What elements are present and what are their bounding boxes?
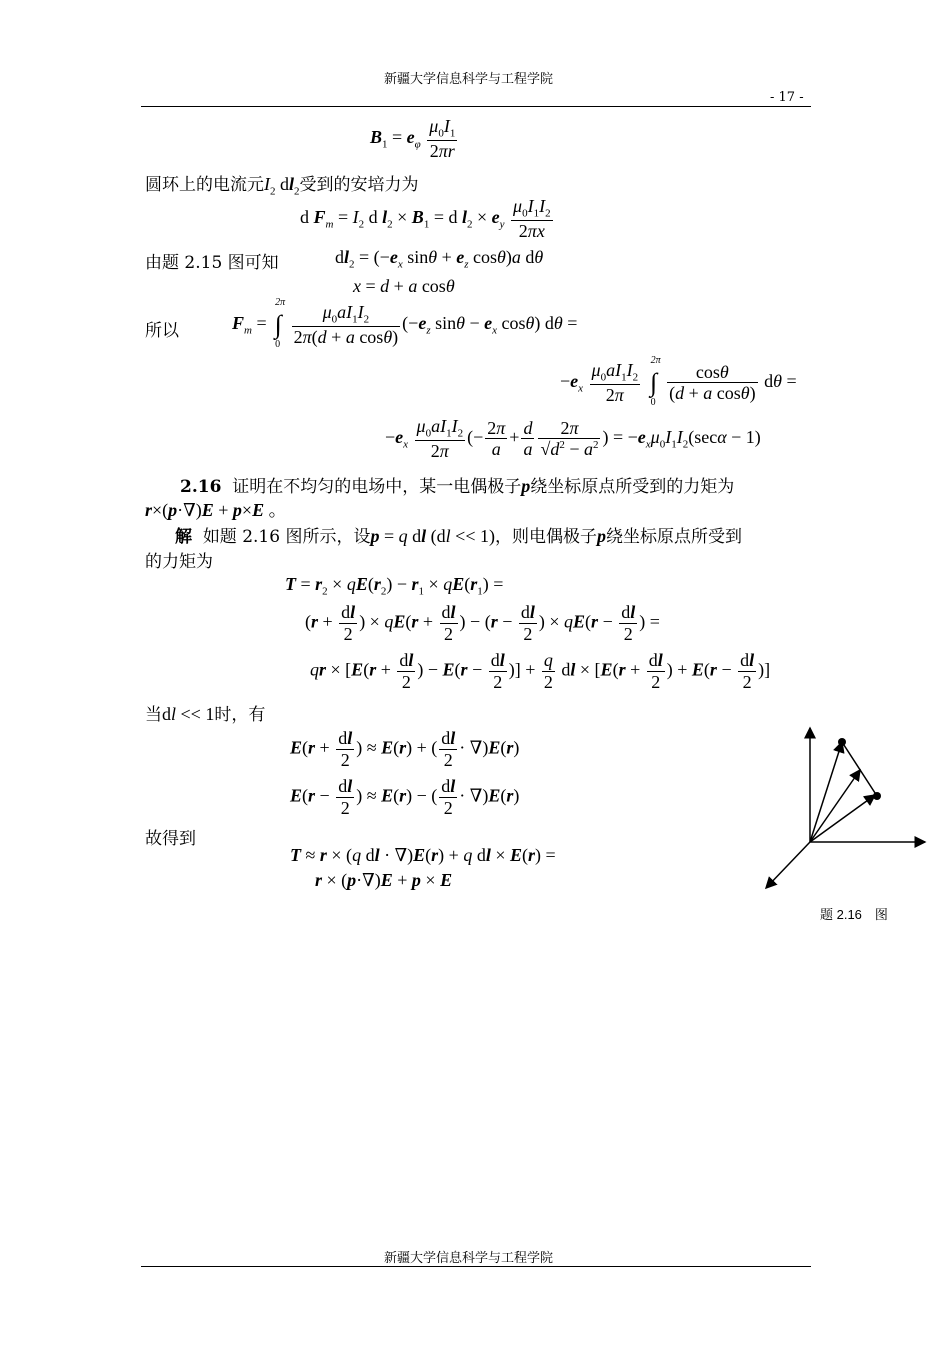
eq-torque-2: (r + $\frac{dl}{2}$ ) × qE(r + $\frac{dl}{2}$ ) − (r − $\frac{dl}{2}$ ) × qE(r − $\frac{dl}{2}$ ) = (305, 602, 660, 644)
text-when-b: 时，有 (214, 705, 266, 725)
eq-fm: $F_m$ = 2π ∫ 0 $\frac{\mu_0aI_1I_2}{\text{2π(d + a cosθ)}}$ ($-e_z$ $\sin\theta - e_x$ cosθ) dθ = (232, 296, 578, 350)
page-number: - 17 - (770, 90, 804, 105)
text-line-1: 圆环上的电流元$I_2$ $dl_2$受到的安培力为 (145, 174, 419, 198)
eq-torque-3: qr × [E(r + $\frac{dl}{2}$ ) − E(r − $\frac{dl}{2}$ )] + $\frac{q}{2}$ dl × [E(r + $\frac{dl}{2}$ ) + E(r − $\frac{dl}{2}$ )] (310, 650, 771, 692)
text-current-element: 圆环上的电流元 (145, 175, 264, 195)
problem-2-16-line-1: 2.16 证明在不均匀的电场中，某一电偶极子p绕坐标原点所受到的力矩为 (180, 476, 735, 497)
eq-dl2: $dl_2 = (-e_x$ $\sin\theta + e_z$ cosθ)a dθ (335, 247, 544, 271)
eq-dfm: d $F_m = I_2$ d $l_2 \times B_1 = d$ $l_2 \times e_y$ $\frac{\mu_0I_1I_2}{2\pi x}$ (300, 196, 551, 242)
solution-line-1: 解 如题 2.16 图所示，设p = q dl (dl << 1)，则电偶极子p绕坐标原点所受到 (175, 526, 742, 547)
vector-r (810, 770, 860, 842)
eq-approx-2: E(r − $\frac{dl}{2}$ ) ≈ E(r) − ( $\frac{dl}{2}$ · ∇)E(r) (290, 776, 520, 818)
solution-label: 解 (175, 527, 192, 547)
eq-fm-2: $-e_x$ $\frac{\mu_0aI_1I_2}{2\pi}$ 2π ∫ 0 $\frac{\cos\theta}{\text{(d + a cosθ)}}$ dθ = (560, 354, 797, 408)
footer-institution: 新疆大学信息科学与工程学院 (384, 1251, 554, 1266)
eq-torque-1: $T = r_2 \times qE(r_2) - r_1 \times qE(r_1)$ = (285, 574, 504, 598)
charge-positive (838, 738, 846, 746)
vector-r1 (810, 795, 875, 842)
vector-r2 (810, 742, 842, 842)
eq-final-2: r × (p·∇)E + p × E (315, 870, 453, 890)
eq-x: x = d + a cosθ (353, 276, 455, 296)
text-therefore-so: 所以 (145, 321, 179, 341)
solution-text-b: ，则电偶极子 (494, 527, 597, 547)
solution-text-a: 如题 2.16 图所示，设 (202, 527, 371, 547)
text-ampere-force: 受到的安培力为 (299, 175, 419, 195)
eq-approx-1: E(r + $\frac{dl}{2}$ ) ≈ E(r) + ( $\frac{dl}{2}$ · ∇)E(r) (290, 728, 520, 770)
eq-b1: $B_1 = e_\varphi$ $\frac{\mu_0I_1}{2\pi r}$ (370, 116, 456, 162)
footer-rule (141, 1266, 811, 1267)
header-institution: 新疆大学信息科学与工程学院 (384, 72, 554, 87)
figure-2-16 (760, 720, 930, 900)
problem-text-2: 绕坐标原点所受到的力矩为 (530, 477, 735, 497)
text-when-a: 当 (145, 705, 162, 725)
text-therefore: 故得到 (145, 829, 196, 849)
figure-caption: 题 2.16 图 (820, 907, 888, 922)
problem-2-16-result: r×(p·∇)E + p×E 。 (145, 500, 287, 520)
solution-line-2: 的力矩为 (145, 552, 213, 572)
header-rule (141, 106, 811, 107)
eq-final-1: T ≈ r × (q dl · ∇)E(r) + q dl × E(r) = (290, 845, 556, 865)
axis-x (766, 842, 810, 888)
eq-fm-3: $-e_x$ $\frac{\mu_0aI_1I_2}{2\pi}$ (− $\frac{2\pi}{a}$ + $\frac{d}{a}$ $\frac{2\pi}{√d^2 - a^2}$ ) = $-e_x\mu_0I_1I_2(\sec\alpha - 1)$ (385, 416, 761, 462)
text-from-figure: 由题 2.15 图可知 (145, 253, 279, 273)
charge-negative (873, 792, 881, 800)
text-when: 当dl << 1时，有 (145, 704, 266, 725)
problem-text: 证明在不均匀的电场中，某一电偶极子 (232, 477, 522, 497)
solution-text-c: 绕坐标原点所受到 (605, 527, 742, 547)
problem-number: 2.16 (180, 477, 222, 497)
